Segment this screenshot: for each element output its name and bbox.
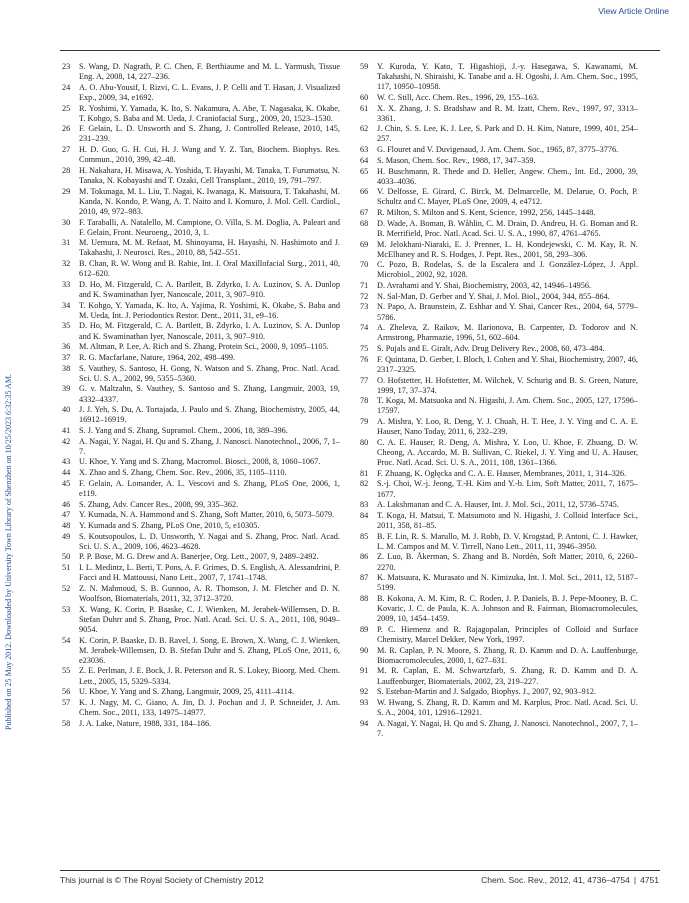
reference-number: 31 (62, 238, 71, 248)
reference-item (62, 468, 340, 478)
reference-text: D. Ho, M. Fitzgerald, C. A. Bartlett, B. Zdyrko, I. A. Luzinov, S. A. Dunlop and K. Swaminathan Iyer, Nanoscale, 2011, 3, 907–910. (79, 321, 340, 341)
reference-item (62, 698, 340, 718)
reference-item (360, 646, 638, 666)
reference-text: Y. Kumada and S. Zhang, PLoS One, 2010, 5, e10305. (79, 520, 260, 530)
reference-text: F. Quintana, D. Gerber, I. Bloch, I. Cohen and Y. Shai, Biochemistry, 2007, 46, 2317–2325. (377, 354, 638, 374)
reference-number: 87 (360, 573, 369, 583)
reference-number: 29 (62, 186, 71, 196)
reference-text: H. Nakahara, H. Misawa, A. Yoshida, T. Hayashi, M. Tanaka, T. Furumatsu, N. Tanaka, N. Kobayashi and T. Ozaki, Cell Transplant., 2010, 19, 791–797. (79, 165, 340, 185)
reference-item (62, 510, 340, 520)
reference-number: 66 (360, 187, 369, 197)
reference-number: 60 (360, 92, 369, 102)
reference-number: 24 (62, 82, 71, 92)
reference-text: B. Chan, R. W. Wong and B. Rabie, Int. J. Oral Maxillofacial Surg., 2011, 40, 612–620. (79, 259, 340, 279)
reference-item (360, 396, 638, 416)
reference-text: C. Pozo, B. Rodelas, S. de la Escalera and J. González-López, J. Appl. Microbiol., 2002, 92, 1028. (377, 260, 638, 280)
reference-item (62, 301, 340, 321)
reference-item (360, 281, 638, 291)
reference-item (62, 563, 340, 583)
reference-number: 46 (62, 499, 71, 509)
reference-item (360, 469, 638, 479)
reference-number: 84 (360, 510, 369, 520)
reference-item (62, 342, 340, 352)
reference-number: 79 (360, 417, 369, 427)
reference-item (62, 218, 340, 238)
reference-number: 93 (360, 697, 369, 707)
reference-text: S. Mason, Chem. Soc. Rev., 1988, 17, 347–359. (377, 155, 536, 165)
reference-text: Z. N. Mahmoud, S. B. Gunnoo, A. R. Thomson, J. M. Fletcher and D. N. Woolfson, Biomaterials, 2011, 32, 3712–3720. (79, 583, 340, 603)
reference-item (360, 62, 638, 92)
reference-text: K. Corin, P. Baaske, D. B. Ravel, J. Song, E. Brown, X. Wang, C. J. Wienken, M. Jerabek-Willemsen, D. B. Stefan Duhr and S. Zhang, PLoS One, 2011, 6, e23036. (79, 635, 340, 665)
reference-text: S. J. Yang and S. Zhang, Supramol. Chem., 2006, 18, 389–396. (79, 425, 288, 435)
reference-text: M. Tokunaga, M. L. Liu, T. Nagai, K. Iwanaga, K. Matsuura, T. Takahashi, M. Kanda, N. Kondo, P. Wang, A. T. Naito and I. Komuro, J. Mol. Cell. Cardiol., 2010, 49, 972–983. (79, 186, 340, 216)
reference-number: 25 (62, 103, 71, 113)
reference-text: S.-j. Choi, W.-j. Jeong, T.-H. Kim and Y.-b. Lim, Soft Matter, 2011, 7, 1675–1677. (377, 479, 638, 499)
reference-item (360, 167, 638, 187)
reference-item (360, 438, 638, 468)
reference-text: J. J. Yeh, S. Du, A. Tortajada, J. Paulo and S. Zhang, Biochemistry, 2005, 44, 16912–16919. (79, 405, 340, 425)
reference-item (360, 594, 638, 624)
reference-item (62, 584, 340, 604)
reference-text: X. Zhao and S. Zhang, Chem. Soc. Rev., 2006, 35, 1105–1110. (79, 468, 287, 478)
reference-number: 28 (62, 165, 71, 175)
reference-item (62, 521, 340, 531)
reference-item (360, 124, 638, 144)
reference-text: C. A. E. Hauser, R. Deng, A. Mishra, Y. Loo, U. Khoe, F. Zhuang, D. W. Cheong, A. Accardo, M. B. Sullivan, C. Riekel, J. Y. Ying and U. A. Hauser, Proc. Natl. Acad. Sci. U. S. A., 2011, 108, 1361–1366. (377, 437, 638, 468)
reference-number: 59 (360, 62, 369, 71)
reference-number: 89 (360, 624, 369, 634)
references-right-column (360, 62, 638, 739)
reference-text: X. Wang, K. Corin, P. Baaske, C. J. Wienken, M. Jerabek-Willemsen, D. B. Stefan Duhrr and S. Zhang, Proc. Natl. Acad. Sci. U. S. A., 2011, 108, 9049–9054. (79, 604, 340, 634)
reference-item (360, 376, 638, 396)
reference-number: 41 (62, 425, 71, 435)
reference-item (360, 260, 638, 280)
reference-number: 61 (360, 103, 369, 113)
reference-number: 75 (360, 344, 369, 354)
reference-text: F. Zhuang, K. Ogłęcka and C. A. E. Hauser, Membranes, 2011, 1, 314–326. (377, 468, 627, 478)
reference-item (62, 187, 340, 217)
footer-separator: | (633, 875, 637, 885)
reference-text: W. Hwang, S. Zhang, R. D. Kamm and M. Karplus, Proc. Natl. Acad. Sci. U. S. A., 2004, 101, 12916–12921. (377, 697, 638, 717)
reference-text: S. Vauthey, S. Santoso, H. Gong, N. Watson and S. Zhang, Proc. Natl. Acad. Sci. U. S. A., 2002, 99, 5355–5360. (79, 363, 340, 383)
reference-number: 69 (360, 239, 369, 249)
reference-text: Z. E. Perlman, J. E. Bock, J. R. Peterson and R. S. Lokey, Bioorg. Med. Chem. Lett., 2005, 15, 5329–5334. (79, 666, 340, 686)
reference-number: 86 (360, 552, 369, 562)
reference-number: 49 (62, 531, 71, 541)
reference-item (62, 104, 340, 124)
reference-item (62, 280, 340, 300)
reference-text: T. Koga, M. Matsuoka and N. Higashi, J. Am. Chem. Soc., 2005, 127, 17596–17597. (377, 396, 638, 416)
reference-item (62, 687, 340, 697)
reference-number: 45 (62, 478, 71, 488)
bottom-rule (60, 870, 660, 871)
reference-text: G. v. Maltzahn, S. Vauthey, S. Santoso and S. Zhang, Langmuir, 2003, 19, 4332–4337. (79, 384, 340, 404)
reference-item (360, 355, 638, 375)
reference-item (360, 208, 638, 218)
reference-item (62, 457, 340, 467)
reference-text: Z. Luo, B. Åkerman, S. Zhang and B. Nordén, Soft Matter, 2010, 6, 2260–2270. (377, 552, 638, 572)
reference-number: 80 (360, 437, 369, 447)
reference-text: W. C. Still, Acc. Chem. Res., 1996, 29, 155–163. (377, 92, 539, 102)
reference-number: 53 (62, 604, 71, 614)
reference-number: 83 (360, 500, 369, 510)
reference-number: 85 (360, 531, 369, 541)
reference-text: M. Uemura, M. M. Refaat, M. Shinoyama, H. Hayashi, N. Hashimoto and J. Takahashi, J. Neurosci. Res., 2010, 88, 542–551. (79, 238, 340, 258)
reference-text: A. Zheleva, Z. Raikov, M. Ilarionova, B. Carpenter, D. Todorov and N. Armstrong, Pharmazie, 1996, 51, 602–604. (377, 323, 638, 343)
reference-text: N. Sal-Man, D. Gerber and Y. Shai, J. Mol. Biol., 2004, 344, 855–864. (377, 291, 610, 301)
reference-number: 47 (62, 510, 71, 520)
reference-text: M. Jelokhani-Niaraki, E. J. Prenner, L. H. Kondejewski, C. M. Kay, R. N. McElhaney and R. S. Hodges, J. Pept. Res., 2001, 58, 293–306. (377, 239, 638, 259)
reference-item (62, 353, 340, 363)
reference-item (360, 344, 638, 354)
reference-text: F. Taraballi, A. Natalello, M. Campione, O. Villa, S. M. Doglia, A. Paleari and F. Gelain, Front. Neuroeng., 2010, 3, 1. (79, 217, 340, 237)
reference-item (62, 479, 340, 499)
reference-number: 42 (62, 436, 71, 446)
reference-item (360, 698, 638, 718)
reference-text: D. Wade, A. Boman, B. Wåhlin, C. M. Drain, D. Andreu, H. G. Boman and R. B. Merrifield, Proc. Natl. Acad. Sci. U. S. A., 1990, 87, 4761–4765. (377, 218, 638, 238)
reference-text: A. Mishra, Y. Loo, R. Deng, Y. J. Chuah, H. T. Hee, J. Y. Ying and C. A. E. Hauser, Nano Today, 2011, 6, 232–239. (377, 417, 638, 437)
reference-item (62, 83, 340, 103)
reference-item (62, 166, 340, 186)
reference-item (360, 93, 638, 103)
reference-number: 26 (62, 124, 71, 134)
reference-text: P. P. Bose, M. G. Drew and A. Banerjee, Org. Lett., 2007, 9, 2489–2492. (79, 552, 319, 562)
reference-number: 94 (360, 718, 369, 728)
reference-number: 57 (62, 697, 71, 707)
reference-number: 39 (62, 384, 71, 394)
top-rule (60, 50, 660, 51)
reference-text: U. Khoe, Y. Yang and S. Zhang, Macromol. Biosci., 2008, 8, 1060–1067. (79, 457, 321, 467)
reference-text: X. X. Zhang, J. S. Bradshaw and R. M. Izatt, Chem. Rev., 1997, 97, 3313–3361. (377, 103, 638, 123)
reference-number: 27 (62, 145, 71, 155)
reference-text: A. O. Abu-Yousif, I. Rizvi, C. L. Evans, J. P. Celli and T. Hasan, J. Visualized Exp., 2009, 34, e1692. (79, 82, 340, 102)
reference-number: 58 (62, 718, 71, 728)
reference-item (62, 238, 340, 258)
reference-text: T. Koga, H. Matsui, T. Matsumoto and N. Higashi, J. Colloid Interface Sci., 2011, 358, 81–85. (377, 510, 638, 530)
reference-number: 30 (62, 217, 71, 227)
references-left-column (62, 62, 340, 729)
reference-number: 71 (360, 281, 369, 291)
reference-text: A. Nagai, Y. Nagai, H. Qu and S. Zhang, J. Nanosci. Nanotechnol., 2006, 7, 1–7. (79, 436, 340, 456)
reference-number: 55 (62, 666, 71, 676)
reference-item (62, 259, 340, 279)
reference-text: B. F. Lin, R. S. Marullo, M. J. Robb, D. V. Krogstad, P. Antoni, C. J. Hawker, L. M. Campos and M. V. Tirrell, Nano Lett., 2011, 11, 3946–3950. (377, 531, 638, 551)
reference-number: 78 (360, 396, 369, 406)
reference-number: 34 (62, 300, 71, 310)
reference-item (62, 532, 340, 552)
reference-item (62, 426, 340, 436)
reference-text: A. Lakshmanan and C. A. Hauser, Int. J. Mol. Sci., 2011, 12, 5736–5745. (377, 500, 619, 510)
reference-number: 36 (62, 342, 71, 352)
reference-number: 40 (62, 405, 71, 415)
reference-item (360, 532, 638, 552)
reference-text: H. D. Guo, G. H. Cui, H. J. Wang and Y. Z. Tan, Biochem. Biophys. Res. Commun., 2010, 399, 42–48. (79, 145, 340, 165)
reference-number: 54 (62, 635, 71, 645)
reference-text: J. A. Lake, Nature, 1988, 331, 184–186. (79, 718, 212, 728)
reference-item (62, 321, 340, 341)
reference-text: F. Gelain, A. Lomander, A. L. Vescovi and S. Zhang, PLoS One, 2006, 1, e119. (79, 478, 340, 498)
reference-text: I. L. Medintz, L. Berti, T. Pons, A. F. Grimes, D. S. English, A. Alessandrini, P. Facci and H. Mattoussi, Nano Lett., 2007, 7, 1741–1748. (79, 563, 340, 583)
reference-item (360, 666, 638, 686)
reference-number: 64 (360, 155, 369, 165)
footer-citation (481, 875, 659, 885)
reference-text: M. R. Caplan, P. N. Moore, S. Zhang, R. D. Kamm and D. A. Lauffenburge, Biomacromolecules, 2000, 1, 627–631. (377, 645, 638, 665)
reference-item (360, 145, 638, 155)
reference-number: 23 (62, 62, 71, 71)
reference-item (360, 625, 638, 645)
side-note-text: Published on 25 May 2012. Downloaded by University Town Library of Shenzhen on 10/25/2023 6:32:35 AM. (4, 374, 13, 730)
reference-number: 52 (62, 583, 71, 593)
reference-number: 92 (360, 687, 369, 697)
reference-number: 48 (62, 520, 71, 530)
reference-number: 70 (360, 260, 369, 270)
reference-number: 91 (360, 666, 369, 676)
reference-item (360, 187, 638, 207)
reference-number: 32 (62, 259, 71, 269)
reference-item (62, 666, 340, 686)
reference-item (62, 124, 340, 144)
reference-item (360, 219, 638, 239)
reference-text: R. Yoshimi, Y. Yamada, K. Ito, S. Nakamura, A. Abe, T. Nagasaka, K. Okabe, T. Kohgo, S. Baba and M. Ueda, J. Craniofacial Surg., 2009, 20, 1523–1530. (79, 103, 340, 123)
reference-text: K. J. Nagy, M. C. Giano, A. Jin, D. J. Pochan and J. P. Schneider, J. Am. Chem. Soc., 2011, 133, 14975–14977. (79, 697, 340, 717)
reference-item (360, 302, 638, 322)
reference-number: 74 (360, 323, 369, 333)
reference-number: 33 (62, 279, 71, 289)
reference-text: Y. Kuroda, Y. Kato, T. Higashioji, J.-y. Hasegawa, S. Kawanami, M. Takahashi, N. Shiraishi, K. Tanabe and a. H. Ogoshi, J. Am. Chem. Soc., 1995, 117, 10950–10958. (377, 62, 638, 92)
reference-number: 35 (62, 321, 71, 331)
citation-text: Chem. Soc. Rev., 2012, 41, 4736–4754 (481, 875, 630, 885)
publication-side-note (2, 170, 14, 730)
reference-text: S. Zhang, Adv. Cancer Res., 2008, 99, 335–362. (79, 499, 239, 509)
reference-text: N. Papo, A. Braunstein, Z. Eshhar and Y. Shai, Cancer Res., 2004, 64, 5779–5786. (377, 302, 638, 322)
reference-text: Y. Kumada, N. A. Hammond and S. Zhang, Soft Matter, 2010, 6, 5073–5079. (79, 510, 335, 520)
reference-number: 51 (62, 563, 71, 573)
reference-item (360, 323, 638, 343)
reference-text: M. Altman, P. Lee, A. Rich and S. Zhang, Protein Sci., 2000, 9, 1095–1105. (79, 342, 329, 352)
reference-item (62, 719, 340, 729)
reference-item (360, 479, 638, 499)
reference-text: F. Gelain, L. D. Unsworth and S. Zhang, J. Controlled Release, 2010, 145, 231–239. (79, 124, 340, 144)
reference-number: 81 (360, 468, 369, 478)
reference-item (360, 573, 638, 593)
reference-item (62, 500, 340, 510)
reference-item (62, 437, 340, 457)
reference-item (62, 605, 340, 635)
reference-item (360, 500, 638, 510)
reference-number: 90 (360, 645, 369, 655)
reference-text: U. Khoe, Y. Yang and S. Zhang, Langmuir, 2009, 25, 4111–4114. (79, 687, 295, 697)
view-article-online-link[interactable]: View Article Online (598, 6, 669, 16)
reference-number: 72 (360, 291, 369, 301)
reference-item (360, 687, 638, 697)
reference-number: 43 (62, 457, 71, 467)
reference-item (62, 384, 340, 404)
reference-number: 62 (360, 124, 369, 134)
reference-number: 56 (62, 687, 71, 697)
reference-text: O. Hofstetter, H. Hofstetter, M. Wilchek, V. Schurig and B. S. Green, Nature, 1999, 17, 37–374. (377, 375, 638, 395)
reference-number: 68 (360, 218, 369, 228)
reference-number: 77 (360, 375, 369, 385)
reference-text: S. Wang, D. Nagrath, P. C. Chen, F. Berthiaume and M. L. Yarmush, Tissue Eng. A, 2008, 14, 227–236. (79, 62, 340, 82)
reference-item (360, 552, 638, 572)
reference-text: S. Koutsopoulos, L. D. Unsworth, Y. Nagai and S. Zhang, Proc. Natl. Acad. Sci. U. S. A., 2009, 106, 4623–4628. (79, 531, 340, 551)
reference-item (360, 292, 638, 302)
page-number: 4751 (640, 875, 659, 885)
reference-item (360, 104, 638, 124)
reference-item (62, 145, 340, 165)
reference-item (62, 636, 340, 666)
reference-text: R. G. Macfarlane, Nature, 1964, 202, 498–499. (79, 352, 236, 362)
reference-text: H. Buschmann, R. Thede and D. Heller, Angew. Chem., Int. Ed., 2000, 39, 4033–4036. (377, 166, 638, 186)
reference-number: 88 (360, 594, 369, 603)
reference-text: K. Matsuura, K. Murasato and N. Kimizuka, Int. J. Mol. Sci., 2011, 12, 5187–5199. (377, 573, 638, 593)
reference-number: 37 (62, 352, 71, 362)
reference-item (62, 364, 340, 384)
reference-number: 82 (360, 479, 369, 489)
reference-number: 67 (360, 208, 369, 218)
reference-text: G. Flouret and V. Duvigenaud, J. Am. Chem. Soc., 1965, 87, 3775–3776. (377, 145, 619, 155)
reference-number: 73 (360, 302, 369, 312)
reference-text: S. Esteban-Martin and J. Salgado, Biophys. J., 2007, 92, 903–912. (377, 687, 597, 697)
reference-text: P. C. Hiemenz and R. Rajagopalan, Principles of Colloid and Surface Chemistry, Marcel Dekker, New York, 1997. (377, 624, 638, 644)
reference-item (62, 62, 340, 82)
reference-text: D. Avrahami and Y. Shai, Biochemistry, 2003, 42, 14946–14956. (377, 281, 592, 291)
reference-text: R. Milton, S. Milton and S. Kent, Science, 1992, 256, 1445–1448. (377, 208, 596, 218)
reference-item (62, 552, 340, 562)
reference-text: B. Kokona, A. M. Kim, R. C. Roden, J. P. Daniels, B. J. Pepe-Mooney, B. C. Kovaric, J. C. de Paula, K. A. Johnson and R. Fairman, Biomacromolecules, 2009, 10, 1454–1459. (377, 594, 638, 624)
reference-text: J. Chin, S. S. Lee, K. J. Lee, S. Park and D. H. Kim, Nature, 1999, 401, 254–257. (377, 124, 638, 144)
journal-copyright: This journal is © The Royal Society of Chemistry 2012 (60, 875, 264, 885)
reference-number: 76 (360, 354, 369, 364)
reference-number: 44 (62, 468, 71, 478)
reference-text: S. Pujals and E. Giralt, Adv. Drug Delivery Rev., 2008, 60, 473–484. (377, 344, 605, 354)
reference-text: A. Nagai, Y. Nagai, H. Qu and S. Zhang, J. Nanosci. Nanotechnol., 2007, 7, 1–7. (377, 718, 638, 738)
reference-number: 65 (360, 166, 369, 176)
reference-text: M. R. Caplan, E. M. Schwartzfarb, S. Zhang, R. D. Kamm and D. A. Lauffenburger, Biomaterials, 2002, 23, 219–227. (377, 666, 638, 686)
reference-item (360, 417, 638, 437)
reference-number: 38 (62, 363, 71, 373)
reference-number: 63 (360, 145, 369, 155)
reference-item (360, 240, 638, 260)
reference-text: D. Ho, M. Fitzgerald, C. A. Bartlett, B. Zdyrko, I. A. Luzinov, S. A. Dunlop and K. Swaminathan Iyer, Nanoscale, 2011, 3, 907–910. (79, 279, 340, 299)
reference-text: T. Kohgo, Y. Yamada, K. Ito, A. Yajima, R. Yoshimi, K. Okabe, S. Baba and M. Ueda, Int. J. Periodontics Restor. Dent., 2011, 31, e9–16. (79, 300, 340, 320)
reference-text: V. Delfosse, E. Girard, C. Birck, M. Delmarcelle, M. Delarue, O. Poch, P. Schultz and C. Mayer, PLoS One, 2009, 4, e4712. (377, 187, 638, 207)
reference-item (360, 156, 638, 166)
reference-item (360, 719, 638, 739)
reference-item (360, 511, 638, 531)
reference-number: 50 (62, 552, 71, 562)
reference-item (62, 405, 340, 425)
